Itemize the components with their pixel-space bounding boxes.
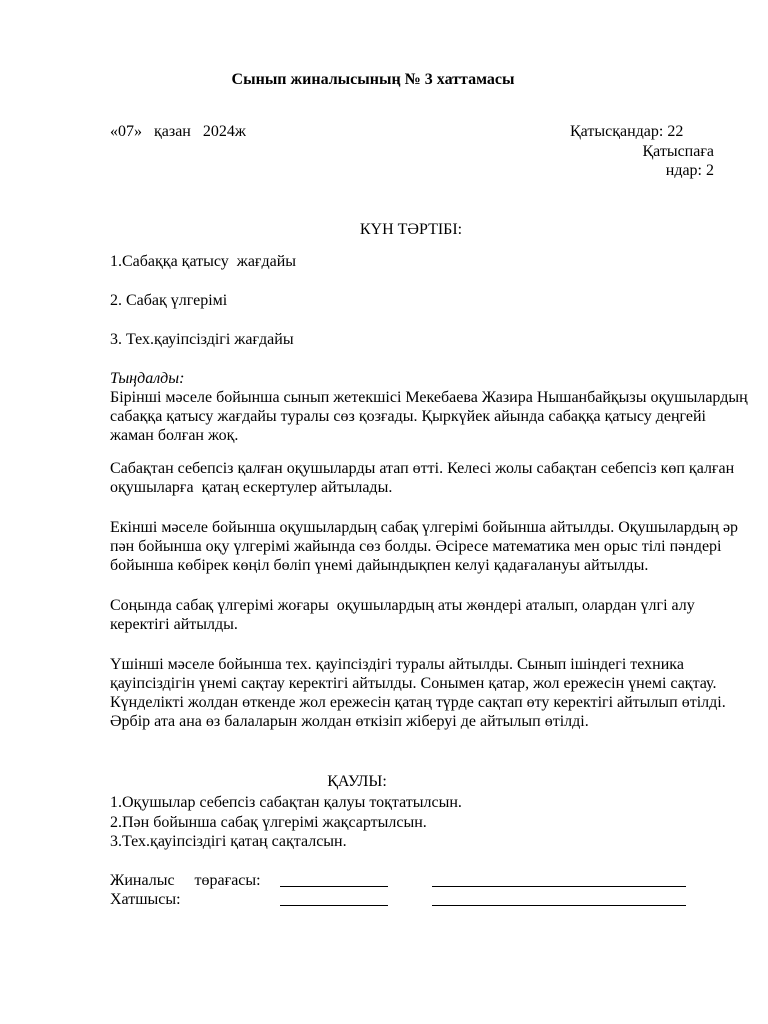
agenda-item: 2. Сабақ үлгерімі: [110, 292, 228, 309]
chair-name-line: [432, 886, 686, 887]
heard-paragraph: Екінші мәселе бойынша оқушылардың сабақ үлгерімі бойынша айтылды. Оқушылардың әр пән бойынша оқу үлгерімі жайында сөз болды. Әсіресе математика мен орыс тілі пәндері бойынша көбірек көңіл бөліп үнемі дайындықпен келуі қадағалануы айтылды.: [110, 519, 743, 574]
secretary-signature-line: [280, 905, 388, 906]
heard-paragraph: Сабақтан себепсіз қалған оқушыларды атап өтті. Келесі жолы сабақтан себепсіз көп қалған оқушыларға қатаң ескертулер айтылады.: [110, 460, 739, 496]
meeting-date: «07» қазан 2024ж: [110, 123, 246, 140]
secretary-name-line: [432, 905, 686, 906]
attendees-count: Қатысқандар: 22: [570, 123, 684, 140]
decision-item: 3.Тех.қауіпсіздігі қатаң сақталсын.: [110, 833, 347, 850]
absentees-line-1: Қатыспаға: [642, 143, 714, 160]
heard-paragraph: Үшінші мәселе бойынша тех. қауіпсіздігі туралы айтылды. Сынып ішіндегі техника қауіпсіздігін үнемі сақтау керектігі айтылды. Сонымен қатар, жол ережесін үнемі сақтау. Күнделікті жолдан өткенде жол ережесін қатаң түрде сақтап өту керектігі айтылып өтілді. Әрбір ата ана өз балаларын жолдан өткізіп жіберуі де айтылып өтілді.: [110, 656, 730, 730]
document-title: Сынып жиналысының № 3 хаттамасы: [231, 71, 515, 88]
chair-signature-label: Жиналыс төрағасы:: [110, 872, 261, 889]
agenda-item: 1.Сабаққа қатысу жағдайы: [110, 253, 297, 270]
heard-paragraph: Соңында сабақ үлгерімі жоғары оқушылардың аты жөндері аталып, олардан үлгі алу керектігі айтылды.: [110, 597, 699, 633]
heard-paragraph: Бірінші мәселе бойынша сынып жетекшісі Мекебаева Жазира Нышанбайқызы оқушылардың сабаққа қатысу жағдайы туралы сөз қозғады. Қыркүйек айында сабаққа қатысу деңгейі жаман болған жоқ.: [110, 389, 752, 444]
absentees-count: [642, 142, 714, 180]
agenda-heading: КҮН ТӘРТІБІ:: [359, 221, 463, 238]
decision-item: 2.Пән бойынша сабақ үлгерімі жақсартылсын.: [110, 814, 427, 831]
chair-signature-line: [280, 886, 388, 887]
secretary-signature-label: Хатшысы:: [110, 891, 181, 908]
absentees-line-2: ндар: 2: [665, 162, 714, 179]
heard-label: Тыңдалды:: [110, 370, 185, 387]
decision-item: 1.Оқушылар себепсіз сабақтан қалуы тоқтатылсын.: [110, 794, 462, 811]
agenda-item: 3. Тех.қауіпсіздігі жағдайы: [110, 331, 294, 348]
decision-heading: ҚАУЛЫ:: [327, 773, 387, 790]
